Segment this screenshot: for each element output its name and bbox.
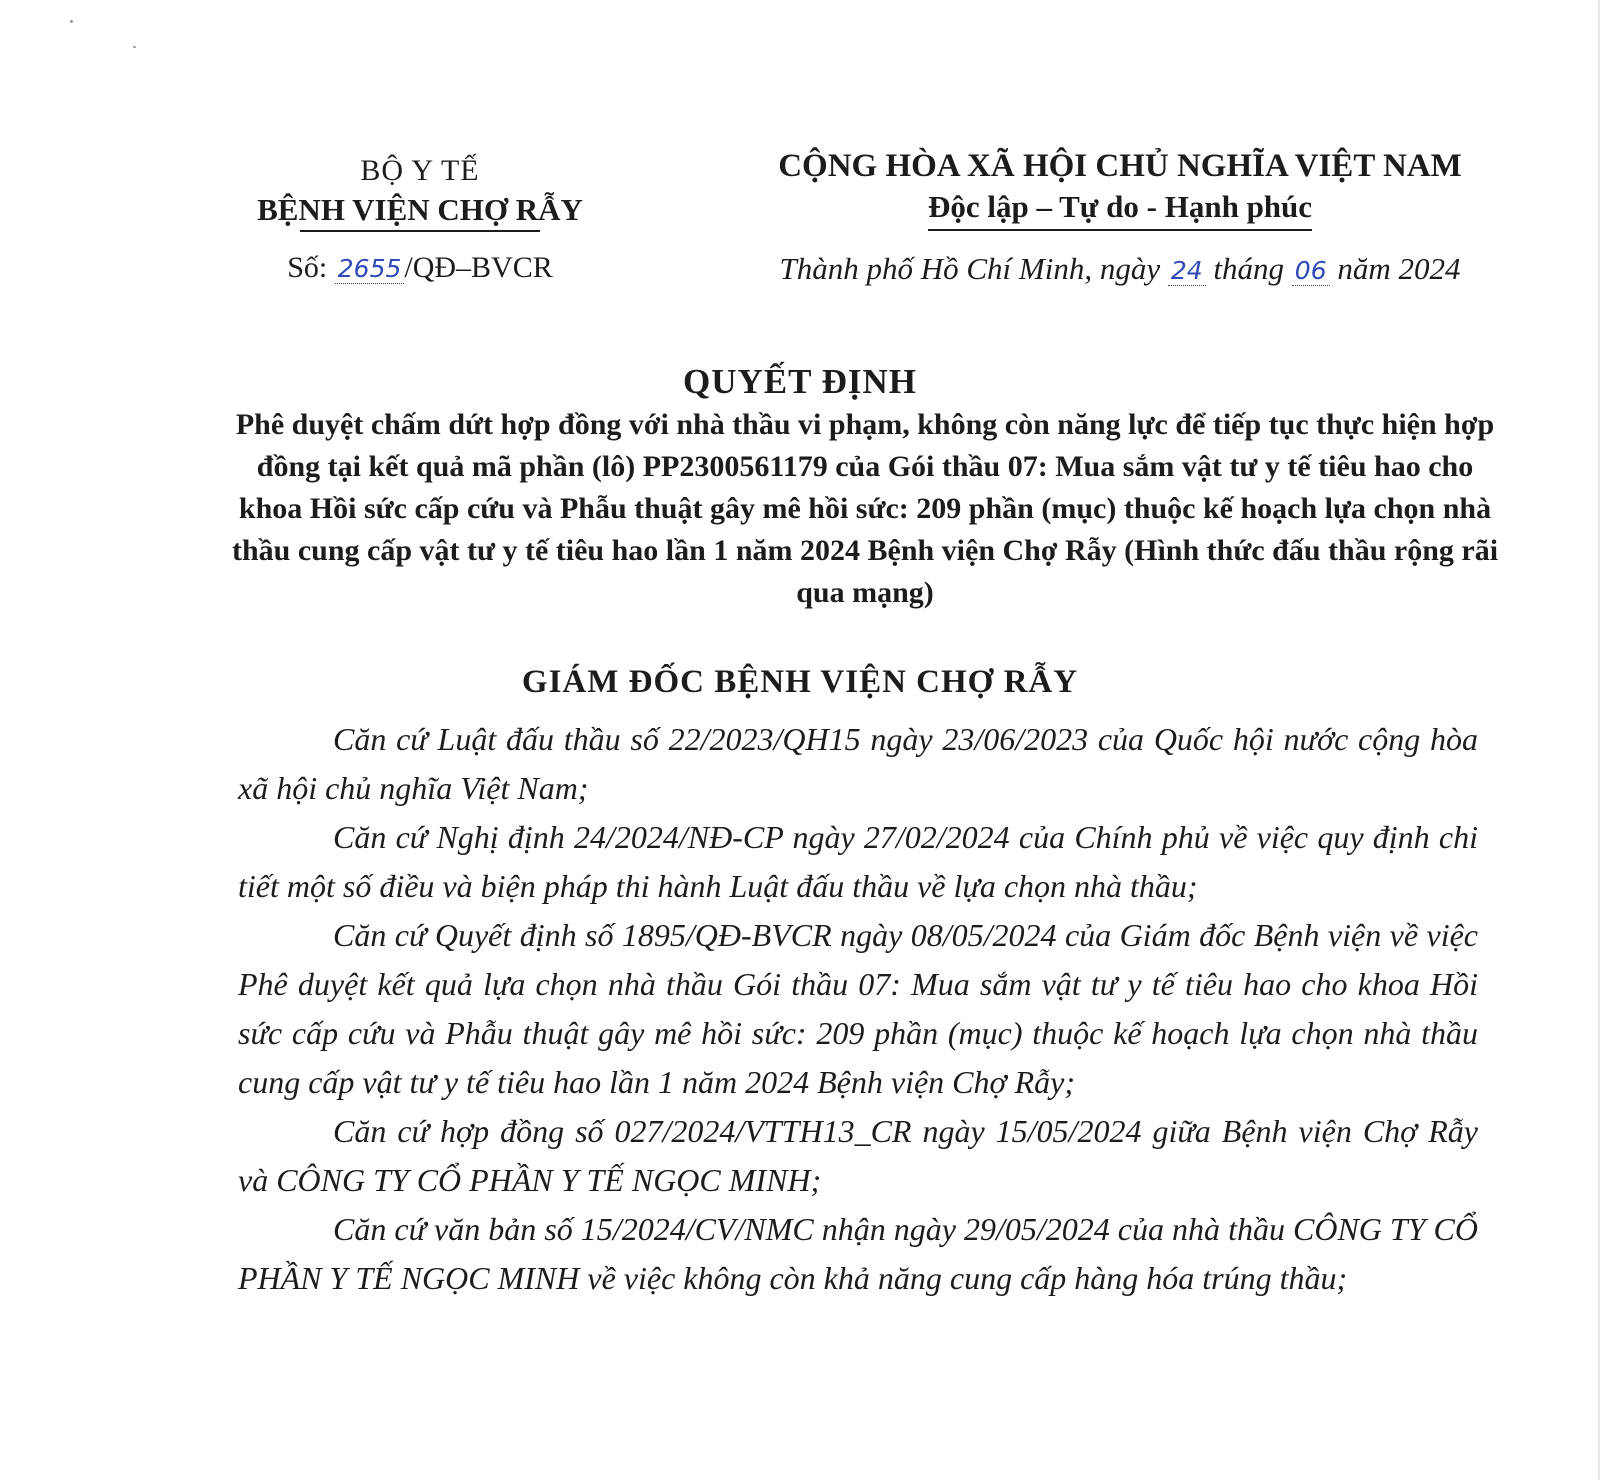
number-prefix: Số: bbox=[287, 251, 328, 284]
authority-heading: GIÁM ĐỐC BỆNH VIỆN CHỢ RẪY bbox=[521, 664, 1079, 700]
ministry-name: BỘ Y TẾ bbox=[360, 154, 480, 187]
date-place: Thành phố Hồ Chí Minh, ngày bbox=[779, 251, 1161, 286]
issuer-underline bbox=[300, 230, 540, 232]
document-number bbox=[210, 248, 630, 289]
legal-basis-paragraph: Căn cứ Quyết định số 1895/QĐ-BVCR ngày 08/05/2024 của Giám đốc Bệnh viện về việc Phê duyệt kết quả lựa chọn nhà thầu Gói thầu 07: Mua sắm vật tư y tế tiêu hao cho khoa Hồi sức cấp cứu và Phẫu thuật gây mê hồi sức: 209 phần (mục) thuộc kế hoạch lựa chọn nhà thầu cung cấp vật tư y tế tiêu hao lần 1 năm 2024 Bệnh viện Chợ Rẫy; bbox=[238, 917, 1478, 1100]
national-motto: Độc lập – Tự do - Hạnh phúc bbox=[928, 187, 1312, 231]
date-month-label: tháng bbox=[1213, 251, 1285, 286]
document-subject: Phê duyệt chấm dứt hợp đồng với nhà thầu vi phạm, không còn năng lực để tiếp tục thực hiện hợp đồng tại kết quả mã phần (lô) PP2300561179 của Gói thầu 07: Mua sắm vật tư y tế tiêu hao cho khoa Hồi sức cấp cứu và Phẫu thuật gây mê hồi sức: 209 phần (mục) thuộc kế hoạch lựa chọn nhà thầu cung cấp vật tư y tế tiêu hao lần 1 năm 2024 Bệnh viện Chợ Rẫy (Hình thức đấu thầu rộng rãi qua mạng) bbox=[231, 408, 1499, 609]
handwritten-number: 2655 bbox=[335, 254, 405, 284]
handwritten-month: 06 bbox=[1292, 256, 1330, 286]
legal-basis-paragraph: Căn cứ Nghị định 24/2024/NĐ-CP ngày 27/02/2024 của Chính phủ về việc quy định chi tiết một số điều và biện pháp thi hành Luật đấu thầu về lựa chọn nhà thầu; bbox=[238, 819, 1478, 904]
issue-date bbox=[740, 249, 1500, 291]
scan-speck bbox=[70, 20, 73, 23]
handwritten-day: 24 bbox=[1168, 256, 1206, 286]
date-year: năm 2024 bbox=[1337, 251, 1461, 286]
hospital-name: BỆNH VIỆN CHỢ RẪY bbox=[257, 192, 583, 227]
legal-basis-paragraph: Căn cứ Luật đấu thầu số 22/2023/QH15 ngày 23/06/2023 của Quốc hội nước cộng hòa xã hội chủ nghĩa Việt Nam; bbox=[238, 721, 1478, 806]
country-name: CỘNG HÒA XÃ HỘI CHỦ NGHĨA VIỆT NAM bbox=[778, 148, 1462, 184]
national-heading bbox=[740, 145, 1500, 291]
legal-basis-paragraph: Căn cứ văn bản số 15/2024/CV/NMC nhận ngày 29/05/2024 của nhà thầu CÔNG TY CỔ PHẦN Y TẾ NGỌC MINH về việc không còn khả năng cung cấp hàng hóa trúng thầu; bbox=[238, 1211, 1478, 1296]
scan-speck bbox=[133, 46, 136, 48]
legal-bases bbox=[238, 715, 1478, 1303]
document-title: QUYẾT ĐỊNH bbox=[683, 362, 917, 401]
issuer-block bbox=[210, 152, 630, 289]
legal-basis-paragraph: Căn cứ hợp đồng số 027/2024/VTTH13_CR ngày 15/05/2024 giữa Bệnh viện Chợ Rẫy và CÔNG TY CỔ PHẦN Y TẾ NGỌC MINH; bbox=[238, 1113, 1478, 1198]
number-suffix: /QĐ–BVCR bbox=[404, 251, 553, 284]
